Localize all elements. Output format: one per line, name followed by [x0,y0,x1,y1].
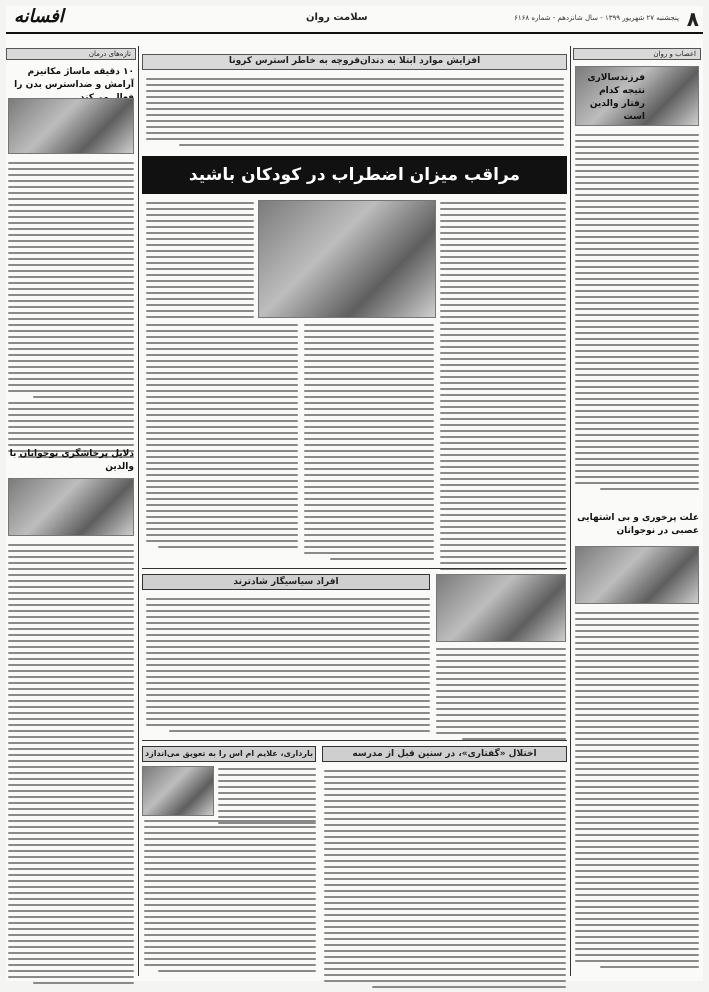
left-body-1 [8,162,134,462]
mid-story-headline: افراد سیاسیگار شادترند [142,574,430,590]
section-title: سلامت روان [306,12,368,23]
main-body-left [146,202,254,322]
divider-mid [142,568,567,569]
left-body-2 [8,544,134,988]
right-headline-1: فرزندسالاری نتیجه کدام رفتار والدین است [587,73,645,122]
left-headline-2: دلایل پرخاشگری نوجوانان با والدین [9,449,134,472]
issue-date: پنجشنبه ۲۷ شهریور ۱۳۹۹ - سال شانزدهم - شماره ۶۱۶۸ [514,14,679,22]
bottom-left-body-a [218,768,316,828]
mid-photo-crowd [436,574,566,642]
newspaper-logo: افسانه [14,6,64,27]
left-photo-1 [8,98,134,154]
left-column-label: تازه‌های درمان [6,48,136,60]
page-header [6,6,703,34]
divider-bottom [142,740,567,741]
bottom-left-headline: بارداری، علایم ام اس را به تعویق می‌اندازد [142,746,316,762]
newspaper-page [6,6,703,981]
main-photo-boy [258,200,436,318]
column-rule-right [570,46,571,976]
bottom-mid-headline: اختلال «گفتاری»، در سنین قبل از مدرسه [322,746,567,762]
main-body-right [440,202,566,598]
top-story-body [146,78,564,150]
bottom-left-photo [142,766,214,816]
right-body-1 [575,134,699,494]
bottom-left-body-b [144,820,316,976]
main-body-col2 [304,324,434,564]
left-photo-2 [8,478,134,536]
right-column-label: اعصاب و روان [573,48,701,60]
right-photo-2 [575,546,699,604]
right-body-2 [575,612,699,972]
right-headline-2: علت پرخوری و بی اشتهایی عصبی در نوجوانان [577,513,699,536]
top-story-headline: افزایش موارد ابتلا به دندان‌قروچه به خاطر استرس کرونا [142,54,567,70]
main-headline: مراقب میزان اضطراب در کودکان باشید [142,156,567,194]
column-rule-left [138,46,139,976]
page-number: ۸ [686,7,699,31]
mid-body-left [146,598,430,736]
left-headline-1: ۱۰ دقیقه ماساژ مکانیزم آرامش و ضداسترس بدن را [14,67,134,90]
main-body-col3 [146,324,298,552]
mid-body-right [436,648,566,744]
bottom-mid-body [324,770,566,992]
